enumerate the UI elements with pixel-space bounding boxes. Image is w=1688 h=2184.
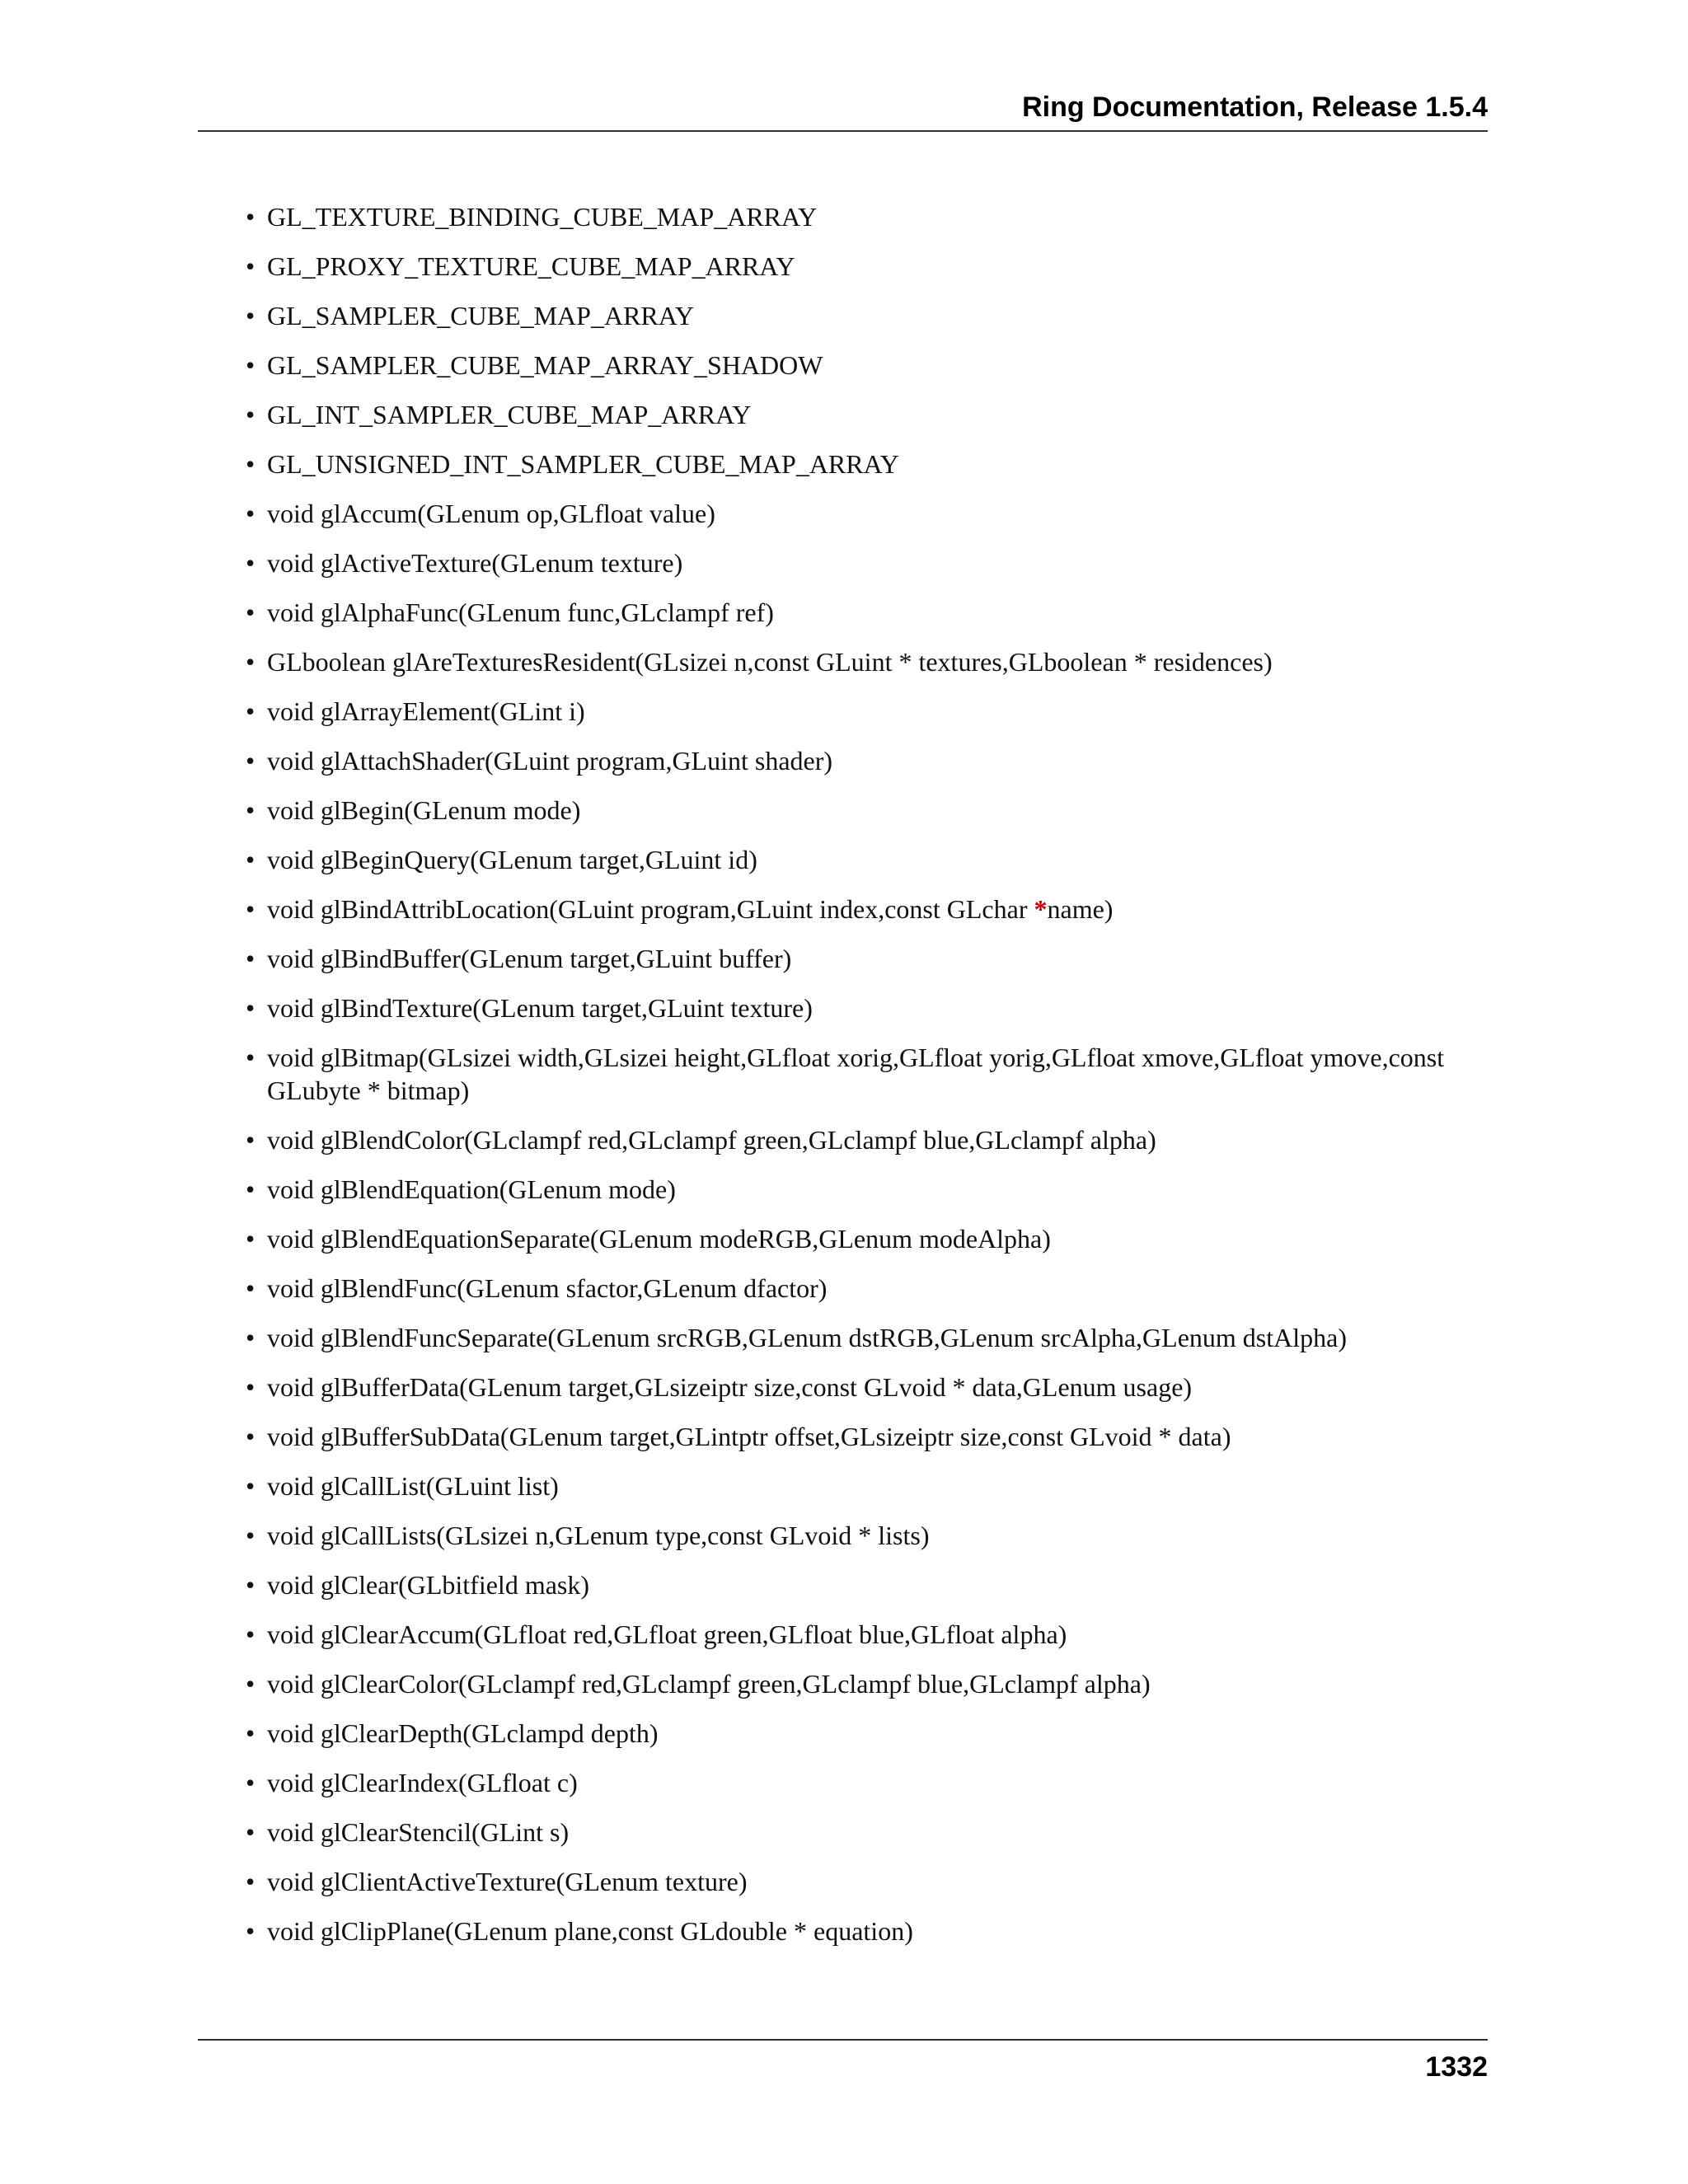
page-content [246,200,1490,1964]
list-item-text: void glClearAccum(GLfloat red,GLfloat green,GLfloat blue,GLfloat alpha) [267,1619,1067,1649]
list-item-text: void glArrayElement(GLint i) [267,696,585,726]
list-item-text: void glAttachShader(GLuint program,GLuint shader) [267,746,833,776]
list-item-text: void glCallList(GLuint list) [267,1471,559,1501]
list-item [246,893,1490,926]
list-item [246,744,1490,777]
list-item-text: GL_INT_SAMPLER_CUBE_MAP_ARRAY [267,400,752,429]
list-item [246,596,1490,629]
list-item [246,843,1490,876]
list-item-text: void glBlendFuncSeparate(GLenum srcRGB,GLenum dstRGB,GLenum srcAlpha,GLenum dstAlpha) [267,1323,1347,1352]
list-item-text: void glClearColor(GLclampf red,GLclampf green,GLclampf blue,GLclampf alpha) [267,1669,1151,1699]
list-item [246,1420,1490,1453]
list-item-text: GL_SAMPLER_CUBE_MAP_ARRAY [267,301,695,330]
list-item [246,349,1490,382]
list-item [246,1469,1490,1502]
list-item [246,991,1490,1024]
list-item-text: void glBeginQuery(GLenum target,GLuint id) [267,845,757,874]
list-item-text: void glBlendFunc(GLenum sfactor,GLenum dfactor) [267,1273,828,1303]
list-item [246,1123,1490,1156]
list-item [246,1865,1490,1898]
list-item [246,398,1490,431]
list-item-text: void glBlendColor(GLclampf red,GLclampf green,GLclampf blue,GLclampf alpha) [267,1125,1156,1155]
list-item-text: void glBlendEquationSeparate(GLenum modeRGB,GLenum modeAlpha) [267,1224,1051,1254]
list-item-text: void glClientActiveTexture(GLenum texture) [267,1867,748,1896]
list-item-text: GL_PROXY_TEXTURE_CUBE_MAP_ARRAY [267,251,795,281]
list-item-text: GL_SAMPLER_CUBE_MAP_ARRAY_SHADOW [267,350,823,380]
list-item [246,1272,1490,1305]
list-item [246,1766,1490,1799]
list-item-text-after: name) [1047,894,1114,924]
list-item-text: void glClearDepth(GLclampd depth) [267,1718,659,1748]
list-item-text: void glClear(GLbitfield mask) [267,1570,590,1600]
list-item [246,1816,1490,1849]
list-item-text: void glBufferData(GLenum target,GLsizeiptr size,const GLvoid * data,GLenum usage) [267,1372,1193,1402]
list-item [246,695,1490,728]
list-item-text: GL_UNSIGNED_INT_SAMPLER_CUBE_MAP_ARRAY [267,449,899,479]
list-item [246,546,1490,579]
list-item-text: void glActiveTexture(GLenum texture) [267,548,683,578]
list-item [246,794,1490,827]
list-item [246,1667,1490,1700]
pointer-asterisk: * [1034,894,1048,924]
list-item-text-before: void glBindAttribLocation(GLuint program,GLuint index,const GLchar [267,894,1034,924]
list-item [246,1371,1490,1404]
list-item-text: GL_TEXTURE_BINDING_CUBE_MAP_ARRAY [267,202,818,232]
list-item [246,645,1490,678]
list-item-text: void glBegin(GLenum mode) [267,795,581,825]
list-item [246,1222,1490,1255]
list-item-text: void glClearIndex(GLfloat c) [267,1768,578,1797]
list-item [246,250,1490,283]
api-function-list [246,200,1490,1947]
list-item [246,448,1490,480]
list-item-text: void glCallLists(GLsizei n,GLenum type,const GLvoid * lists) [267,1521,930,1550]
list-item [246,1041,1490,1107]
page-footer [198,2039,1488,2083]
list-item [246,1717,1490,1750]
page-number: 1332 [1425,2051,1488,2083]
list-item-text: void glClearStencil(GLint s) [267,1817,570,1847]
list-item-text: void glBitmap(GLsizei width,GLsizei height,GLfloat xorig,GLfloat yorig,GLfloat xmove,GLfloat ymove,const GLubyte * bitmap) [267,1043,1445,1105]
list-item-text: void glClipPlane(GLenum plane,const GLdouble * equation) [267,1916,913,1946]
list-item [246,1173,1490,1206]
list-item [246,1519,1490,1552]
list-item [246,1915,1490,1947]
list-item [246,1618,1490,1651]
list-item-text: void glAccum(GLenum op,GLfloat value) [267,499,715,528]
list-item [246,497,1490,530]
list-item-text: void glBindTexture(GLenum target,GLuint texture) [267,993,813,1023]
list-item [246,1321,1490,1354]
list-item-text: void glBlendEquation(GLenum mode) [267,1174,676,1204]
page-header [198,91,1488,132]
list-item [246,299,1490,332]
list-item-text: void glAlphaFunc(GLenum func,GLclampf ref) [267,598,774,627]
document-title: Ring Documentation, Release 1.5.4 [1022,91,1488,123]
list-item-text: void glBindBuffer(GLenum target,GLuint buffer) [267,944,792,973]
list-item-text: GLboolean glAreTexturesResident(GLsizei n,const GLuint * textures,GLboolean * residences) [267,647,1273,677]
list-item [246,1568,1490,1601]
list-item [246,942,1490,975]
list-item-text: void glBufferSubData(GLenum target,GLintptr offset,GLsizeiptr size,const GLvoid * data) [267,1422,1231,1451]
list-item [246,200,1490,233]
